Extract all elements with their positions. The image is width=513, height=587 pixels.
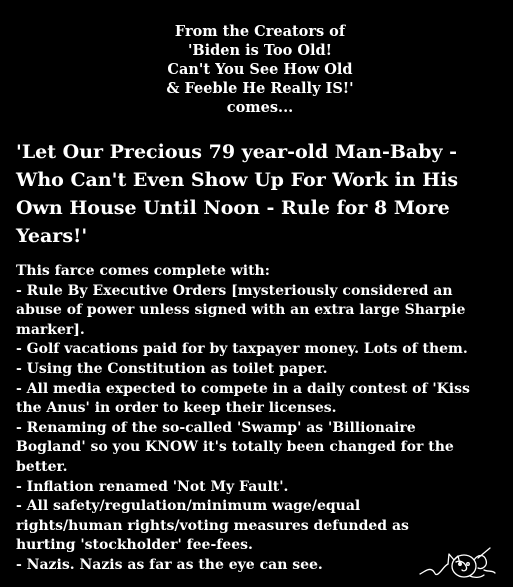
list-line: This farce comes complete with:	[16, 263, 270, 279]
list-line: - Rule By Executive Orders [mysteriously considered an	[16, 282, 453, 299]
feature-list	[16, 262, 508, 576]
headline	[16, 138, 506, 250]
list-line: - Golf vacations paid for by taxpayer money. Lots of them.	[16, 341, 468, 358]
list-line: abuse of power unless signed with an extra large Sharpie	[16, 302, 466, 319]
intro-line: & Feeble He Really IS!'	[166, 80, 354, 97]
list-line: better.	[16, 458, 68, 475]
intro-line: From the Creators of	[174, 23, 346, 40]
intro-line: Can't You See How Old	[167, 61, 353, 78]
headline-line: Years!'	[16, 225, 88, 247]
list-line: Bogland' so you KNOW it's totally been changed for the	[16, 439, 454, 456]
intro-line: 'Biden is Too Old!	[187, 42, 333, 59]
list-line: hurting 'stockholder' fee-fees.	[16, 537, 253, 554]
signature-doodle	[418, 540, 498, 580]
list-line: the Anus' in order to keep their licenses.	[16, 400, 337, 417]
headline-line: Who Can't Even Show Up For Work in His	[16, 169, 459, 191]
list-line: - Renaming of the so-called 'Swamp' as 'Billionaire	[16, 419, 416, 436]
headline-line: 'Let Our Precious 79 year-old Man-Baby -	[16, 141, 458, 163]
list-line: rights/human rights/voting measures defunded as	[16, 517, 409, 534]
list-line: - Nazis. Nazis as far as the eye can see.	[16, 556, 323, 573]
list-line: marker].	[16, 321, 85, 338]
list-line: - All media expected to compete in a daily contest of 'Kiss	[16, 380, 470, 397]
list-line: - Using the Constitution as toilet paper.	[16, 360, 328, 377]
intro-text	[120, 22, 400, 117]
list-line: - Inflation renamed 'Not My Fault'.	[16, 478, 289, 495]
intro-line: comes...	[226, 99, 294, 116]
headline-line: Own House Until Noon - Rule for 8 More	[16, 197, 450, 219]
list-line: - All safety/regulation/minimum wage/equal	[16, 498, 361, 515]
